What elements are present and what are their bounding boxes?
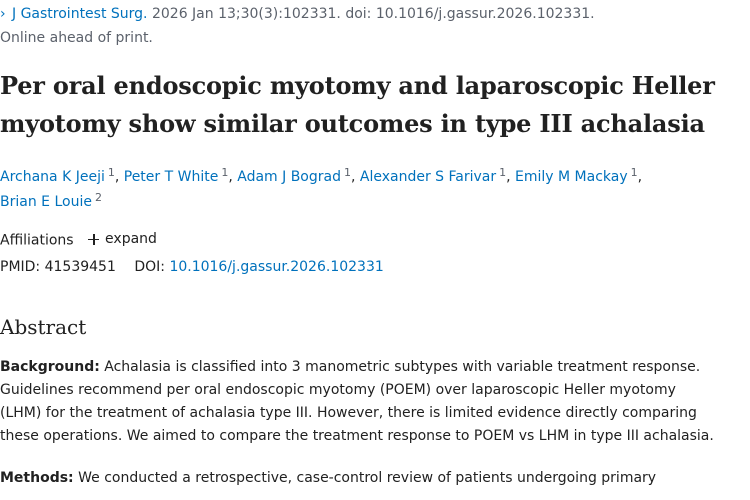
doi-label: DOI: xyxy=(134,259,165,275)
affiliation-ref[interactable]: 1 xyxy=(107,166,115,179)
background-line-4: these operations. We aimed to compare the treatment response to POEM vs LHM in type III achalasia. xyxy=(0,428,714,444)
abstract-methods xyxy=(0,467,750,490)
methods-line-1 xyxy=(0,467,750,490)
expand-affiliations-button[interactable] xyxy=(88,229,157,249)
abstract-background xyxy=(0,356,750,448)
chevron-right-icon: › xyxy=(0,6,6,22)
affiliations-label: Affiliations xyxy=(0,232,74,249)
background-label: Background: xyxy=(0,359,100,375)
abstract-heading: Abstract xyxy=(0,315,87,339)
publication-status: Online ahead of print. xyxy=(0,30,153,46)
author-link[interactable]: Adam J Bograd xyxy=(237,169,341,185)
journal-link[interactable]: J Gastrointest Surg. xyxy=(12,6,148,22)
affiliation-ref[interactable]: 2 xyxy=(94,191,102,204)
pmid-label: PMID: xyxy=(0,259,41,275)
author-list xyxy=(0,165,745,215)
author-link[interactable]: Peter T White xyxy=(123,169,219,185)
identifiers-row xyxy=(0,257,384,277)
author-row-2 xyxy=(0,190,745,215)
affiliation-ref[interactable]: 1 xyxy=(343,166,351,179)
author-link[interactable]: Brian E Louie xyxy=(0,194,92,210)
expand-label: expand xyxy=(105,231,157,247)
plus-icon xyxy=(88,234,99,245)
background-line-2: Guidelines recommend per oral endoscopic myotomy (POEM) over laparoscopic Heller myotomy xyxy=(0,382,676,398)
background-line-1 xyxy=(0,356,750,379)
methods-label: Methods: xyxy=(0,470,74,486)
affiliation-ref[interactable]: 1 xyxy=(499,166,507,179)
article-title-line-2: myotomy show similar outcomes in type III achalasia xyxy=(0,109,705,138)
citation-line xyxy=(0,4,750,24)
author-link[interactable]: Alexander S Farivar xyxy=(359,169,497,185)
affiliation-ref[interactable]: 1 xyxy=(630,166,638,179)
affiliation-ref[interactable]: 1 xyxy=(221,166,229,179)
author-link[interactable]: Archana K Jeeji xyxy=(0,169,105,185)
background-line-3: (LHM) for the treatment of achalasia type III. However, there is limited evidence directly comparing xyxy=(0,405,697,421)
pmid-value: 41539451 xyxy=(44,259,116,275)
doi-link[interactable]: 10.1016/j.gassur.2026.102331 xyxy=(169,259,384,275)
citation-details: 2026 Jan 13;30(3):102331. doi: 10.1016/j.gassur.2026.102331. xyxy=(147,6,595,22)
author-row-1: Archana K Jeeji $^1$, Peter T White $^1$, Adam J Bograd $^1$, Alexander S Farivar $^1$, Emily M Mackay $^1$, xyxy=(0,166,643,185)
article-title-line-1: Per oral endoscopic myotomy and laparoscopic Heller xyxy=(0,71,715,100)
article-title xyxy=(0,67,750,143)
background-text: Achalasia is classified into 3 manometric subtypes with variable treatment response. xyxy=(99,359,701,375)
methods-text: We conducted a retrospective, case-control review of patients undergoing primary xyxy=(73,470,657,486)
author-link[interactable]: Emily M Mackay xyxy=(515,169,628,185)
affiliations-row xyxy=(0,229,157,251)
